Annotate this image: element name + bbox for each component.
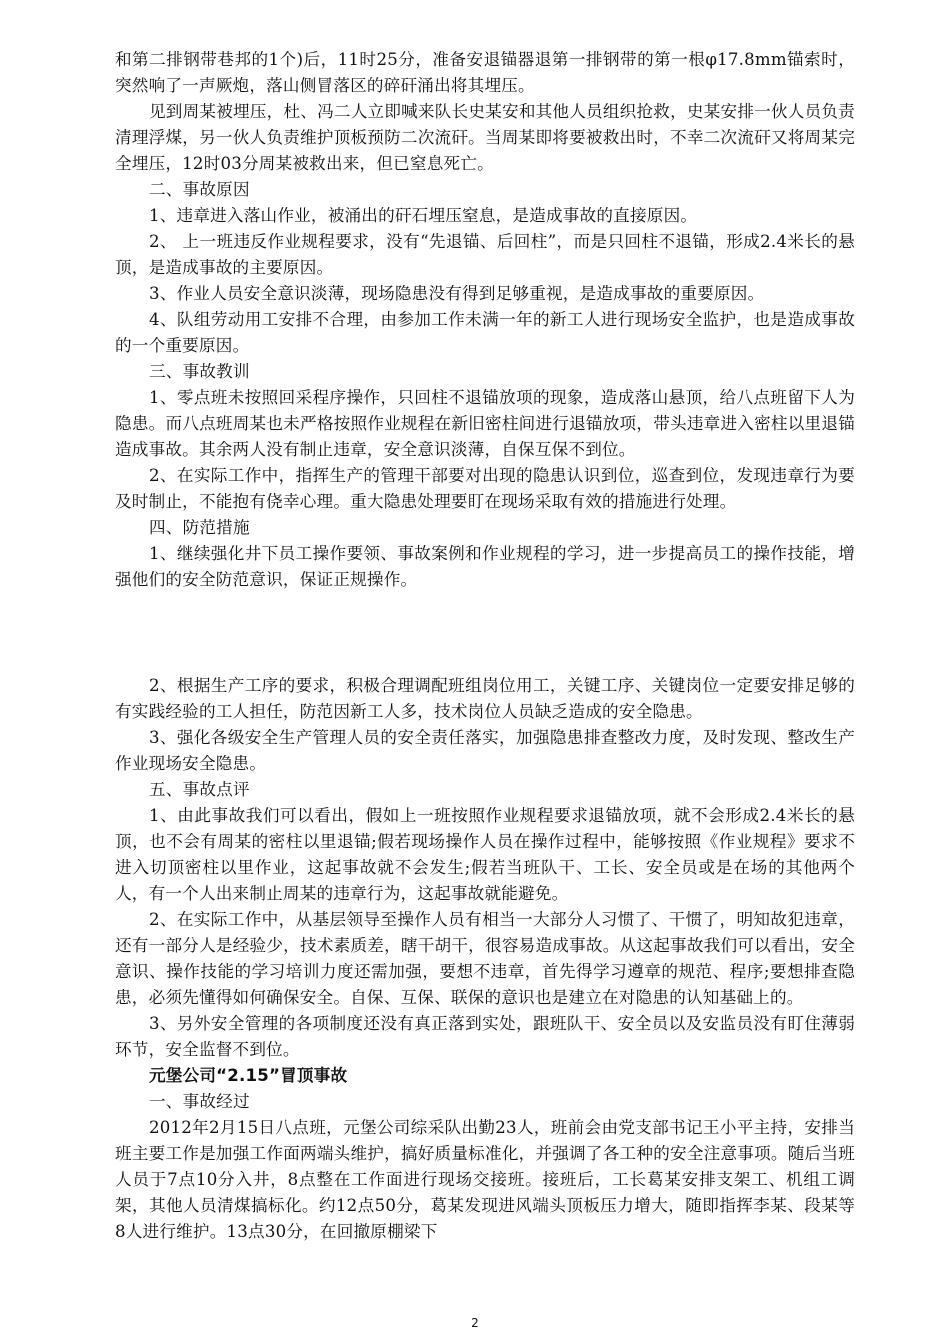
- section-heading: 三、事故教训: [149, 362, 250, 381]
- paragraph: 2、在实际工作中，指挥生产的管理干部要对出现的隐患认识到位，巡查到位，发现违章行为要及时制止，不能抱有侥幸心理。重大隐患处理要盯在现场采取有效的措施进行处理。: [115, 466, 855, 511]
- paragraph: 3、作业人员安全意识淡薄，现场隐患没有得到足够重视，是造成事故的重要原因。: [149, 284, 765, 303]
- paragraph: 见到周某被埋压，杜、冯二人立即喊来队长史某安和其他人员组织抢救，史某安排一伙人员负责清理浮煤，另一伙人负责维护顶板预防二次流矸。当周某即将要被救出时，不幸二次流矸又将周某完全埋压，12时03分周某被救出来，但已窒息死亡。: [115, 102, 855, 173]
- section-heading: 二、事故原因: [149, 180, 250, 199]
- section-heading: 五、事故点评: [149, 780, 250, 799]
- text-block-upper: [115, 47, 855, 593]
- paragraph: 2、根据生产工序的要求，积极合理调配班组岗位用工，关键工序、关键岗位一定要安排足够的有实践经验的工人担任，防范因新工人多，技术岗位人员缺乏造成的安全隐患。: [115, 676, 855, 721]
- paragraph: 2、在实际工作中，从基层领导至操作人员有相当一大部分人习惯了、干惯了，明知故犯违章，还有一部分人是经验少，技术素质差，瞎干胡干，很容易造成事故。从这起事故我们可以看出，安全意识、操作技能的学习培训力度还需加强，要想不违章，首先得学习遵章的规范、程序;要想排查隐患，必须先懂得如何确保安全。自保、互保、联保的意识也是建立在对隐患的认知基础上的。: [115, 910, 855, 1007]
- paragraph: 1、零点班未按照回采程序操作，只回柱不退锚放项的现象，造成落山悬顶，给八点班留下人为隐患。而八点班周某也未严格按照作业规程在新旧密柱间进行退锚放项，带头违章进入密柱以里退锚造成事故。其余两人没有制止违章，安全意识淡薄，自保互保不到位。: [115, 388, 855, 459]
- paragraph: 4、队组劳动用工安排不合理，由参加工作未满一年的新工人进行现场安全监护，也是造成事故的一个重要原因。: [115, 310, 855, 355]
- page-number: 2: [471, 1316, 479, 1330]
- paragraph: 1、继续强化井下员工操作要领、事故案例和作业规程的学习，进一步提高员工的操作技能，增强他们的安全防范意识，保证正规操作。: [115, 544, 855, 589]
- paragraph: 3、强化各级安全生产管理人员的安全责任落实，加强隐患排查整改力度，及时发现、整改生产作业现场安全隐患。: [115, 728, 855, 773]
- section-heading: 一、事故经过: [149, 1092, 250, 1111]
- article-title: 元堡公司“2.15”冒顶事故: [149, 1066, 348, 1085]
- paragraph: 3、另外安全管理的各项制度还没有真正落到实处，跟班队干、安全员以及安监员没有盯住薄弱环节，安全监督不到位。: [115, 1014, 855, 1059]
- paragraph: 2012年2月15日八点班，元堡公司综采队出勤23人，班前会由党支部书记王小平主持，安排当班主要工作是加强工作面两端头维护，搞好质量标准化，并强调了各工种的安全注意事项。随后当班人员于7点10分入井，8点整在工作面进行现场交接班。接班后，工长葛某安排支架工、机组工调架，其他人员清煤搞标化。约12点50分，葛某发现进风端头顶板压力增大，随即指挥李某、段某等8人进行维护。13点30分，在回撤原棚梁下: [115, 1118, 855, 1241]
- text-block-lower: [115, 673, 855, 1245]
- paragraph: 1、违章进入落山作业，被涌出的矸石埋压窒息，是造成事故的直接原因。: [149, 206, 698, 225]
- paragraph: 1、由此事故我们可以看出，假如上一班按照作业规程要求退锚放项，就不会形成2.4米长的悬顶，也不会有周某的密柱以里退锚;假若现场操作人员在操作过程中，能够按照《作业规程》要求不进入切顶密柱以里作业，这起事故就不会发生;假若当班队干、工长、安全员或是在场的其他两个人，有一个人出来制止周某的违章行为，这起事故就能避免。: [115, 806, 855, 903]
- section-heading: 四、防范措施: [149, 518, 250, 537]
- paragraph: 2、 上一班违反作业规程要求，没有“先退锚、后回柱”，而是只回柱不退锚，形成2.4米长的悬顶，是造成事故的主要原因。: [115, 232, 855, 277]
- paragraph: 和第二排钢带巷邦的1个)后，11时25分，准备安退锚器退第一排钢带的第一根φ17.8mm锚索时，突然响了一声厥炮，落山侧冒落区的碎矸涌出将其埋压。: [115, 50, 855, 95]
